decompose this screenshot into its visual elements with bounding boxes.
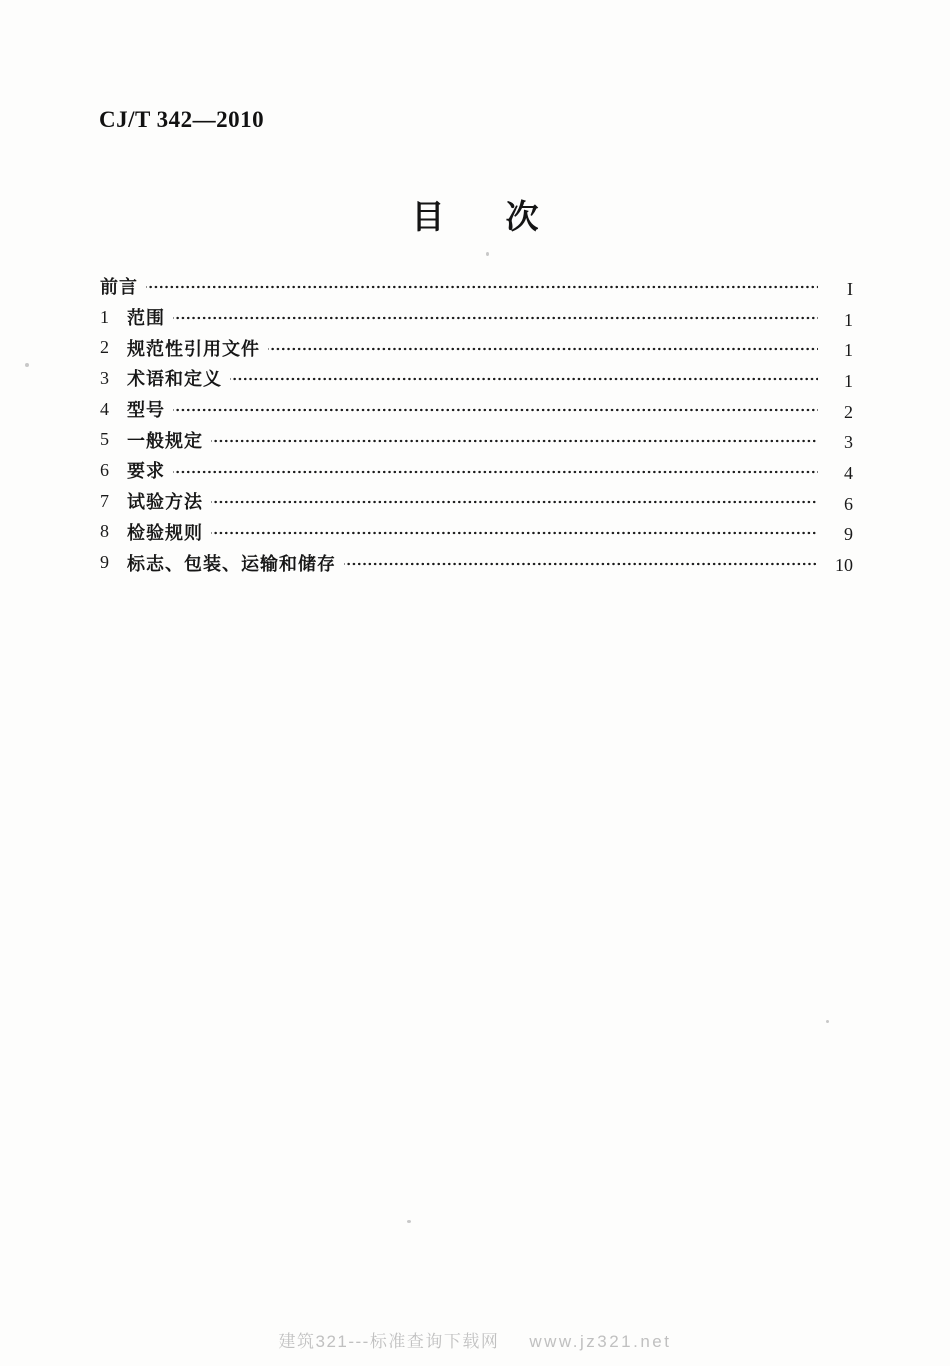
toc-page-number: 10 <box>835 555 853 576</box>
toc-entry-number: 1 <box>100 306 109 327</box>
scan-speck <box>407 1220 411 1223</box>
toc-dot-leader <box>173 394 818 425</box>
toc-entry-number: 9 <box>100 552 109 573</box>
toc-dot-leader <box>173 302 818 333</box>
toc-entry-number: 8 <box>100 521 109 542</box>
toc-entry <box>100 455 853 486</box>
watermark-site-name: 建筑321---标准查询下载网 <box>278 1332 500 1351</box>
watermark <box>0 1327 950 1352</box>
toc-entry <box>100 332 853 363</box>
toc-entry-number: 2 <box>100 337 109 358</box>
toc-entry-label: 范围 <box>127 308 165 329</box>
toc-entry-number: 3 <box>100 367 109 388</box>
toc-entry <box>100 271 853 302</box>
toc-list <box>100 271 853 578</box>
toc-page-number: I <box>847 278 853 299</box>
toc-entry-number: 4 <box>100 398 109 419</box>
toc-dot-leader <box>173 455 818 486</box>
toc-entry <box>100 302 853 333</box>
toc-dot-leader <box>211 486 818 517</box>
toc-entry-label: 检验规则 <box>127 522 203 543</box>
scan-speck <box>826 1020 829 1023</box>
toc-page-number: 1 <box>844 340 853 361</box>
toc-entry <box>100 424 853 455</box>
toc-entry-label: 规范性引用文件 <box>127 338 260 359</box>
toc-entry-label: 型号 <box>127 400 165 421</box>
scan-speck <box>486 252 489 256</box>
toc-page-number: 2 <box>844 401 853 422</box>
toc-entry <box>100 363 853 394</box>
toc-page-number: 9 <box>844 524 853 545</box>
toc-entry-label: 术语和定义 <box>127 369 222 390</box>
toc-dot-leader <box>344 547 818 578</box>
toc-entry <box>100 394 853 425</box>
toc-dot-leader <box>268 332 818 363</box>
toc-entry-number: 5 <box>100 429 109 450</box>
scan-speck <box>25 363 29 367</box>
toc-entry-number: 7 <box>100 490 109 511</box>
toc-page-number: 1 <box>844 370 853 391</box>
toc-dot-leader <box>230 363 818 394</box>
toc-page-number: 1 <box>844 309 853 330</box>
toc-entry-label: 前言 <box>100 277 138 298</box>
toc-entry-label: 试验方法 <box>127 492 203 513</box>
toc-page-number: 3 <box>844 432 853 453</box>
toc-dot-leader <box>211 424 818 455</box>
toc-entry-label: 一般规定 <box>127 430 203 451</box>
toc-dot-leader <box>146 271 818 302</box>
toc-page-number: 6 <box>844 493 853 514</box>
watermark-url: www.jz321.net <box>529 1332 672 1351</box>
toc-entry <box>100 547 853 578</box>
toc-page-number: 4 <box>844 462 853 483</box>
toc-entry <box>100 517 853 548</box>
toc-dot-leader <box>211 517 818 548</box>
standard-code: CJ/T 342—2010 <box>99 107 265 132</box>
toc-entry <box>100 486 853 517</box>
toc-entry-label: 要求 <box>127 461 165 482</box>
toc-entry-number: 6 <box>100 459 109 480</box>
page-title: 目 次 <box>411 198 553 235</box>
toc-entry-label: 标志、包装、运输和储存 <box>127 553 336 574</box>
